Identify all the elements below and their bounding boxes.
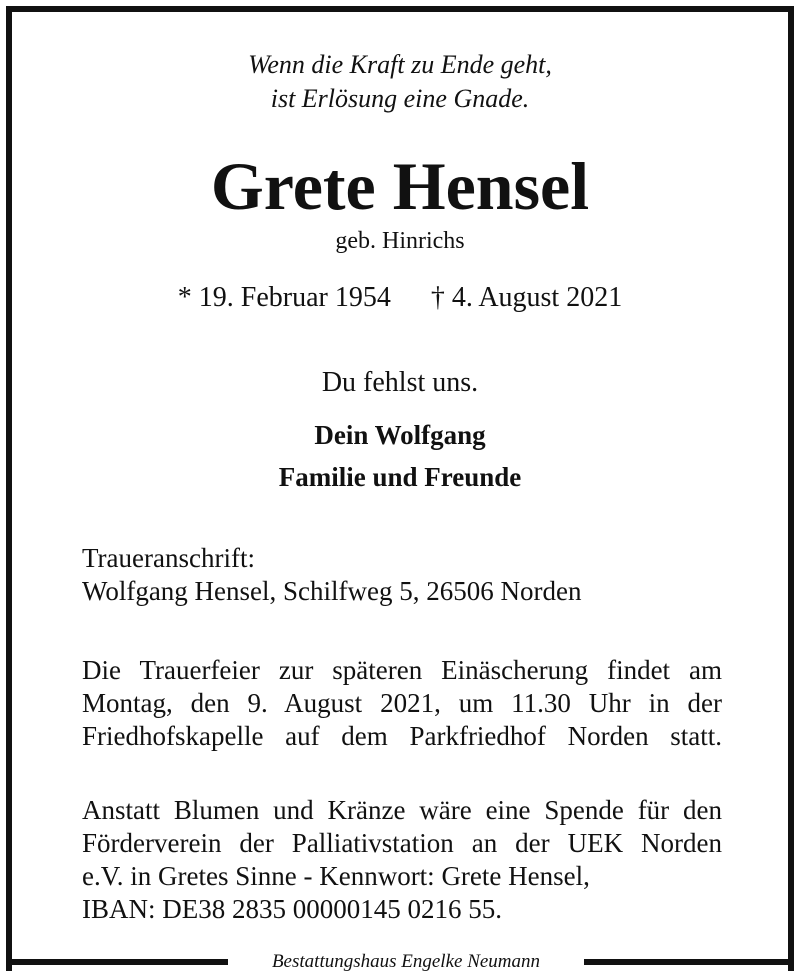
opening-quote [0,48,800,116]
signer-line-2: Familie und Freunde [278,462,522,492]
donation-notice [82,794,722,926]
life-dates [0,280,800,316]
maiden-name: geb. Hinrichs [335,228,465,254]
quote-line-2: ist Erlösung eine Gnade. [270,84,530,113]
death-date: † 4. August 2021 [430,282,623,313]
ceremony-notice [82,654,722,753]
funeral-home: Bestattungshaus Engelke Neumann [271,951,541,972]
address-label: Traueranschrift: [82,543,255,573]
bottom-border-right [584,959,794,965]
quote-line-1: Wenn die Kraft zu Ende geht, [248,50,552,79]
mourning-address [82,542,722,608]
ceremony-line-2: Montag, den 9. August 2021, um 11.30 Uhr in der [82,688,722,718]
birth-date: * 19. Februar 1954 [177,282,391,313]
donation-line-3: e.V. in Gretes Sinne - Kennwort: Grete Hensel, [82,861,590,891]
signers [0,414,800,498]
bottom-border-left [6,959,228,965]
ceremony-line-3: Friedhofskapelle auf dem Parkfriedhof Norden statt. [82,721,722,751]
farewell-message: Du fehlst uns. [321,367,479,398]
donation-line-4: IBAN: DE38 2835 00000145 0216 55. [82,894,502,924]
address-value: Wolfgang Hensel, Schilfweg 5, 26506 Norden [82,576,582,606]
signer-line-1: Dein Wolfgang [314,420,486,450]
ceremony-line-1: Die Trauerfeier zur späteren Einäscherung findet am [82,655,722,685]
donation-line-2: Förderverein der Palliativstation an der UEK Norden [82,828,722,858]
donation-line-1: Anstatt Blumen und Kränze wäre eine Spende für den [82,795,722,825]
deceased-name: Grete Hensel [210,148,590,224]
